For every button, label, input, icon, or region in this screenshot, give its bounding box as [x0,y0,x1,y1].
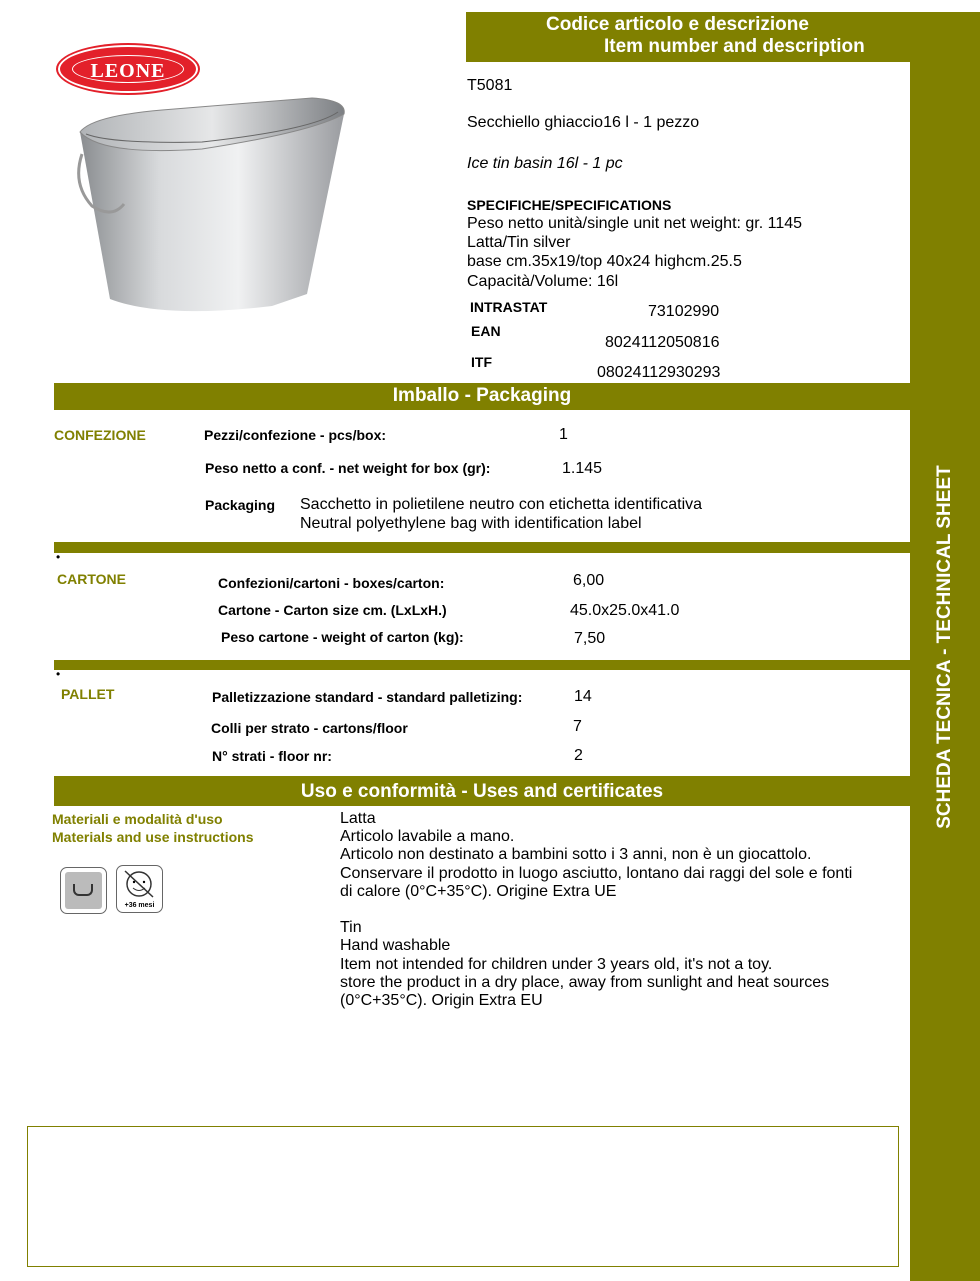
net-weight-box-value: 1.145 [562,460,603,477]
ice-bucket-image [72,94,352,316]
uses-line: Latta [340,810,376,827]
leone-logo: LEONE [58,45,198,93]
carton-weight-label: Peso cartone - weight of carton (kg): [221,629,464,645]
uses-line: (0°C+35°C). Origin Extra EU [340,992,543,1010]
uses-line: di calore (0°C+35°C). Origine Extra UE [340,882,617,900]
uses-text [340,810,852,1010]
divider [54,660,910,670]
net-weight-box-label: Peso netto a conf. - net weight for box (gr): [205,460,491,476]
spec-list [467,215,802,291]
uses-line: Item not intended for children under 3 years old, it's not a toy. [340,955,773,973]
uses-line: Articolo lavabile a mano. [340,828,515,846]
pcs-box-value: 1 [559,426,568,443]
not-for-children-icon [116,865,163,913]
intrastat-label: INTRASTAT [470,299,548,315]
spec-line: Peso netto unità/single unit net weight: gr. 1145 [467,215,803,232]
uses-header: Uso e conformità - Uses and certificates [54,776,910,806]
floor-nr-label: N° strati - floor nr: [212,748,332,764]
packaging-label: Packaging [205,497,276,513]
item-header [466,12,910,62]
packaging-en: Neutral polyethylene bag with identification label [300,515,642,533]
boxes-carton-value: 6,00 [573,572,605,589]
cartons-floor-value: 7 [573,718,582,735]
cartons-floor-label: Colli per strato - cartons/floor [211,720,408,736]
header-title-it: Codice articolo e descrizione [546,14,809,35]
uses-line: Tin [340,919,362,937]
packaging-header: Imballo - Packaging [54,383,910,410]
spec-line: Latta/Tin silver [467,234,571,252]
palletizing-label: Palletizzazione standard - standard palletizing: [212,689,523,705]
boxes-carton-label: Confezioni/cartoni - boxes/carton: [218,575,445,591]
packaging-it: Sacchetto in polietilene neutro con etichetta identificativa [300,496,703,513]
materials-label-it: Materiali e modalità d'uso [52,811,223,827]
intrastat-value: 73102990 [648,303,720,320]
item-desc-en: Ice tin basin 16l - 1 pc [467,155,623,172]
notes-box [27,1126,899,1267]
uses-line: Conservare il prodotto in luogo asciutto, lontano dai raggi del sole e fonti [340,864,853,882]
uses-line: Articolo non destinato a bambini sotto i 3 anni, non è un giocattolo. [340,846,812,864]
hand-wash-icon [60,867,107,914]
sidebar-label: SCHEDA TECNICA - TECHNICAL SHEET [934,464,955,829]
ean-label: EAN [471,323,501,339]
uses-line: Hand washable [340,937,451,955]
ean-value: 8024112050816 [605,334,720,351]
divider [54,542,910,553]
floor-nr-value: 2 [574,747,583,764]
spec-line: base cm.35x19/top 40x24 highcm.25.5 [467,253,742,271]
carton-size-value: 45.0x25.0x41.0 [570,602,680,619]
item-code: T5081 [467,77,513,94]
header-title-en: Item number and description [604,36,865,57]
palletizing-value: 14 [574,688,592,705]
spec-title: SPECIFICHE/SPECIFICATIONS [467,197,672,213]
packaging-description [300,496,702,533]
pcs-box-label: Pezzi/confezione - pcs/box: [204,427,387,443]
sidebar-technical-sheet [910,12,980,1281]
materials-label-en: Materials and use instructions [52,829,254,845]
icon-caption: +36 mesi [124,902,155,909]
confezione-label: CONFEZIONE [54,427,146,443]
item-desc-it: Secchiello ghiaccio16 l - 1 pezzo [467,114,700,131]
cartone-label: CARTONE [57,571,126,587]
carton-weight-value: 7,50 [574,630,606,647]
pallet-label: PALLET [61,686,115,702]
itf-value: 08024112930293 [597,364,721,381]
itf-label: ITF [471,354,492,370]
uses-line: store the product in a dry place, away from sunlight and heat sources [340,973,830,991]
carton-size-label: Cartone - Carton size cm. (LxLxH.) [218,602,447,618]
spec-line: Capacità/Volume: 16l [467,272,619,290]
bullet: • [56,667,61,681]
bullet: • [56,550,61,564]
